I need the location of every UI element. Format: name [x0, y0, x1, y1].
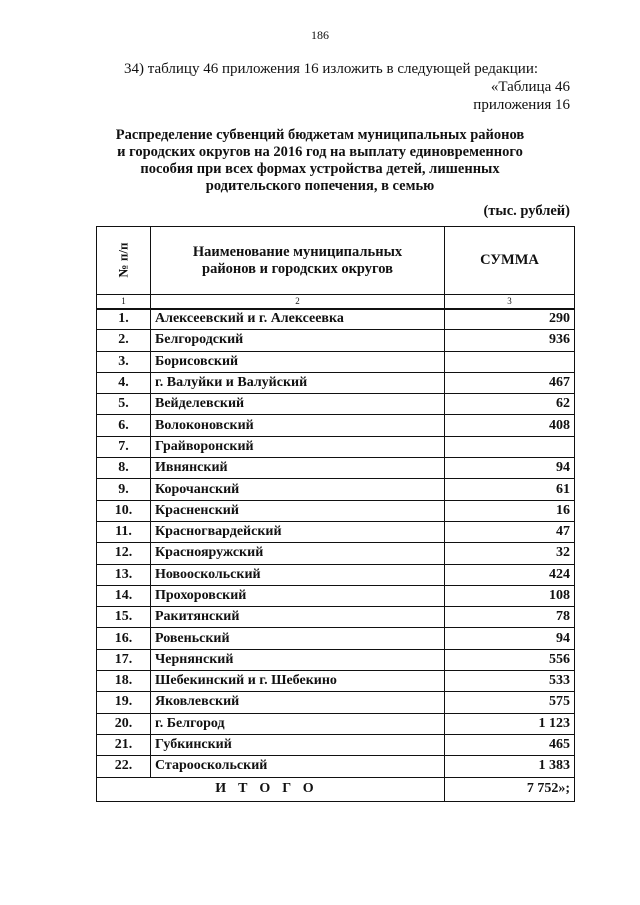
- row-sum: 94: [445, 628, 575, 649]
- header-name-line-1: Наименование муниципальных: [192, 243, 403, 260]
- total-label: ИТОГО: [97, 777, 445, 801]
- table-row: [97, 585, 575, 606]
- row-number: 7.: [97, 436, 151, 457]
- row-number: 11.: [97, 521, 151, 542]
- table-row: [97, 394, 575, 415]
- row-region-name: Алексеевский и г. Алексеевка: [151, 309, 445, 330]
- total-row: [97, 777, 575, 801]
- row-sum: 533: [445, 671, 575, 692]
- row-sum: 1 123: [445, 713, 575, 734]
- row-region-name: Грайворонский: [151, 436, 445, 457]
- table-row: [97, 734, 575, 755]
- row-region-name: г. Белгород: [151, 713, 445, 734]
- row-number: 18.: [97, 671, 151, 692]
- row-region-name: Вейделевский: [151, 394, 445, 415]
- column-index-row: [97, 295, 575, 309]
- column-index: 1: [97, 295, 151, 309]
- row-sum: 16: [445, 500, 575, 521]
- table-row: [97, 351, 575, 372]
- row-number: 22.: [97, 756, 151, 777]
- row-number: 10.: [97, 500, 151, 521]
- row-sum: [445, 351, 575, 372]
- column-index: 2: [151, 295, 445, 309]
- row-sum: 47: [445, 521, 575, 542]
- row-number: 14.: [97, 585, 151, 606]
- row-region-name: Шебекинский и г. Шебекино: [151, 671, 445, 692]
- row-region-name: Волоконовский: [151, 415, 445, 436]
- header-name: [151, 227, 445, 295]
- table-row: [97, 756, 575, 777]
- row-region-name: Губкинский: [151, 734, 445, 755]
- row-region-name: Новооскольский: [151, 564, 445, 585]
- table-row: [97, 436, 575, 457]
- row-sum: 936: [445, 330, 575, 351]
- row-number: 12.: [97, 543, 151, 564]
- header-sum: СУММА: [445, 227, 575, 295]
- row-sum: 408: [445, 415, 575, 436]
- table-row: [97, 671, 575, 692]
- row-sum: [445, 436, 575, 457]
- table-row: [97, 330, 575, 351]
- row-sum: 61: [445, 479, 575, 500]
- table-reference-line-1: «Таблица 46: [490, 79, 570, 95]
- row-sum: 465: [445, 734, 575, 755]
- row-sum: 62: [445, 394, 575, 415]
- row-sum: 290: [445, 309, 575, 330]
- table-reference-line-2: приложения 16: [473, 97, 570, 113]
- row-region-name: Борисовский: [151, 351, 445, 372]
- document-title: [80, 127, 560, 195]
- title-line: родительского попечения, в семью: [205, 178, 435, 194]
- header-number: [97, 227, 151, 295]
- row-sum: 1 383: [445, 756, 575, 777]
- table-row: [97, 692, 575, 713]
- table-row: [97, 458, 575, 479]
- row-number: 17.: [97, 649, 151, 670]
- row-sum: 424: [445, 564, 575, 585]
- row-number: 19.: [97, 692, 151, 713]
- row-sum: 575: [445, 692, 575, 713]
- table-row: [97, 607, 575, 628]
- table-row: [97, 479, 575, 500]
- row-sum: 78: [445, 607, 575, 628]
- row-sum: 32: [445, 543, 575, 564]
- intro-text: 34) таблицу 46 приложения 16 изложить в следующей редакции:: [124, 61, 539, 77]
- row-number: 5.: [97, 394, 151, 415]
- table-body: [97, 309, 575, 778]
- row-sum: 556: [445, 649, 575, 670]
- title-line: и городских округов на 2016 год на выплату единовременного: [117, 144, 523, 160]
- row-sum: 94: [445, 458, 575, 479]
- table-row: [97, 500, 575, 521]
- column-index: 3: [445, 295, 575, 309]
- row-number: 9.: [97, 479, 151, 500]
- row-number: 6.: [97, 415, 151, 436]
- table-row: [97, 713, 575, 734]
- row-sum: 467: [445, 372, 575, 393]
- table-row: [97, 521, 575, 542]
- row-region-name: Чернянский: [151, 649, 445, 670]
- table-row: [97, 543, 575, 564]
- row-region-name: Белгородский: [151, 330, 445, 351]
- table-row: [97, 649, 575, 670]
- table-row: [97, 564, 575, 585]
- row-region-name: Красненский: [151, 500, 445, 521]
- row-region-name: Ивнянский: [151, 458, 445, 479]
- table-row: [97, 372, 575, 393]
- row-region-name: Ракитянский: [151, 607, 445, 628]
- header-number-label: № п/п: [115, 242, 131, 278]
- title-line: Распределение субвенций бюджетам муниципальных районов: [115, 127, 525, 143]
- title-line: пособия при всех формах устройства детей, лишенных: [140, 161, 500, 177]
- row-sum: 108: [445, 585, 575, 606]
- units-label: (тыс. рублей): [483, 203, 570, 219]
- row-number: 15.: [97, 607, 151, 628]
- header-name-line-2: районов и городских округов: [202, 260, 393, 277]
- row-region-name: г. Валуйки и Валуйский: [151, 372, 445, 393]
- row-number: 4.: [97, 372, 151, 393]
- row-number: 21.: [97, 734, 151, 755]
- table-row: [97, 415, 575, 436]
- row-region-name: Прохоровский: [151, 585, 445, 606]
- table-row: [97, 628, 575, 649]
- total-sum: 7 752»;: [445, 777, 575, 801]
- row-region-name: Красногвардейский: [151, 521, 445, 542]
- row-number: 2.: [97, 330, 151, 351]
- row-number: 13.: [97, 564, 151, 585]
- subsidy-table: [96, 226, 575, 802]
- row-region-name: Яковлевский: [151, 692, 445, 713]
- row-region-name: Краснояружский: [151, 543, 445, 564]
- row-region-name: Старооскольский: [151, 756, 445, 777]
- row-number: 1.: [97, 309, 151, 330]
- page-number: 186: [311, 28, 329, 42]
- row-number: 20.: [97, 713, 151, 734]
- row-number: 16.: [97, 628, 151, 649]
- table-header-row: [97, 227, 575, 295]
- row-number: 3.: [97, 351, 151, 372]
- row-region-name: Корочанский: [151, 479, 445, 500]
- row-number: 8.: [97, 458, 151, 479]
- row-region-name: Ровеньский: [151, 628, 445, 649]
- table-row: [97, 309, 575, 330]
